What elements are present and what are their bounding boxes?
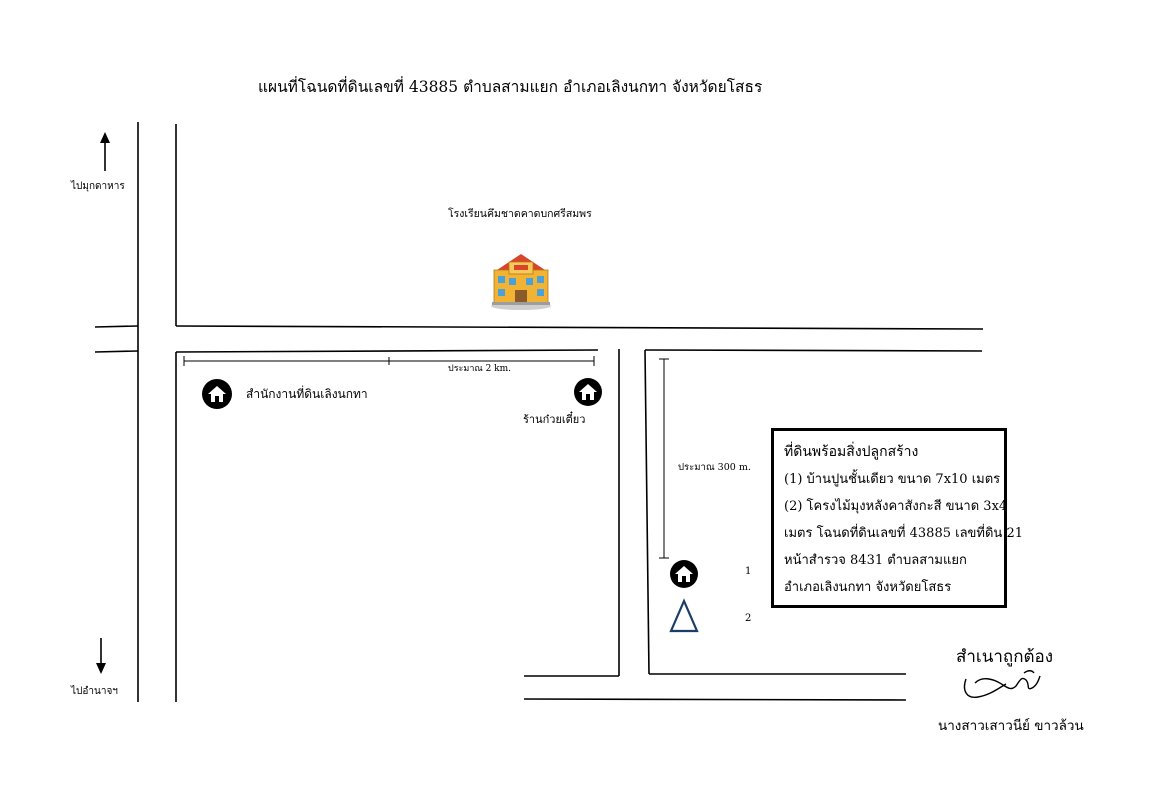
distance-bracket-2km (184, 356, 594, 366)
distance-label-2km: ประมาณ 2 km. (448, 364, 512, 374)
distance-bracket-300m (659, 359, 669, 558)
map-title: แผนที่โฉนดที่ดินเลขที่ 43885 ตำบลสามแยก อำเภอเลิงนกทา จังหวัดยโสธร (258, 78, 763, 96)
north-direction-label: ไปมุกดาหาร (71, 181, 125, 192)
road-cross-bottom-edge-left (176, 350, 598, 352)
house-icon (574, 378, 602, 406)
info-line-1: (1) บ้านปูนชั้นเดียว ขนาด 7x10 เมตร (784, 472, 1001, 487)
legend-number-2: 2 (745, 613, 752, 624)
road-cross-top-edge (176, 326, 983, 329)
up-arrow-icon (100, 132, 110, 171)
noodle-shop-label: ร้านก๋วยเตี๋ยว (523, 413, 586, 426)
info-line-2: (2) โครงไม้มุงหลังคาสังกะสี ขนาด 3x4 (784, 499, 1008, 514)
house-icon (670, 560, 698, 588)
info-line-4: หน้าสำรวจ 8431 ตำบลสามแยก (784, 553, 967, 568)
down-arrow-icon (96, 638, 106, 674)
signatory-name: นางสาวเสาวนีย์ ขาวล้วน (938, 718, 1084, 734)
road-cross-bottom-edge-right (645, 350, 982, 351)
road-lower-edge (524, 699, 906, 700)
south-direction-label: ไปอำนาจฯ (71, 686, 118, 697)
road-cross-left-bottom (95, 351, 138, 352)
info-line-3: เมตร โฉนดที่ดินเลขที่ 43885 เลขที่ดิน 21 (784, 526, 1023, 541)
signature-icon (965, 671, 1041, 698)
legend-number-1: 1 (745, 566, 752, 577)
road-soi-right-edge (645, 350, 649, 674)
distance-label-300m: ประมาณ 300 m. (678, 462, 751, 473)
school-building-icon (491, 254, 551, 310)
info-line-5: อำเภอเลิงนกทา จังหวัดยโสธร (784, 580, 952, 595)
road-cross-left-top (95, 326, 138, 327)
certified-copy-title: สำเนาถูกต้อง (956, 647, 1054, 667)
triangle-icon (671, 601, 697, 631)
land-office-label: สำนักงานที่ดินเลิงนกทา (246, 387, 368, 401)
school-label: โรงเรียนคึมชาดคาดบกศรีสมพร (448, 208, 592, 220)
info-heading: ที่ดินพร้อมสิ่งปลูกสร้าง (784, 444, 919, 460)
house-icon (202, 379, 232, 409)
property-info-box (771, 428, 1023, 608)
